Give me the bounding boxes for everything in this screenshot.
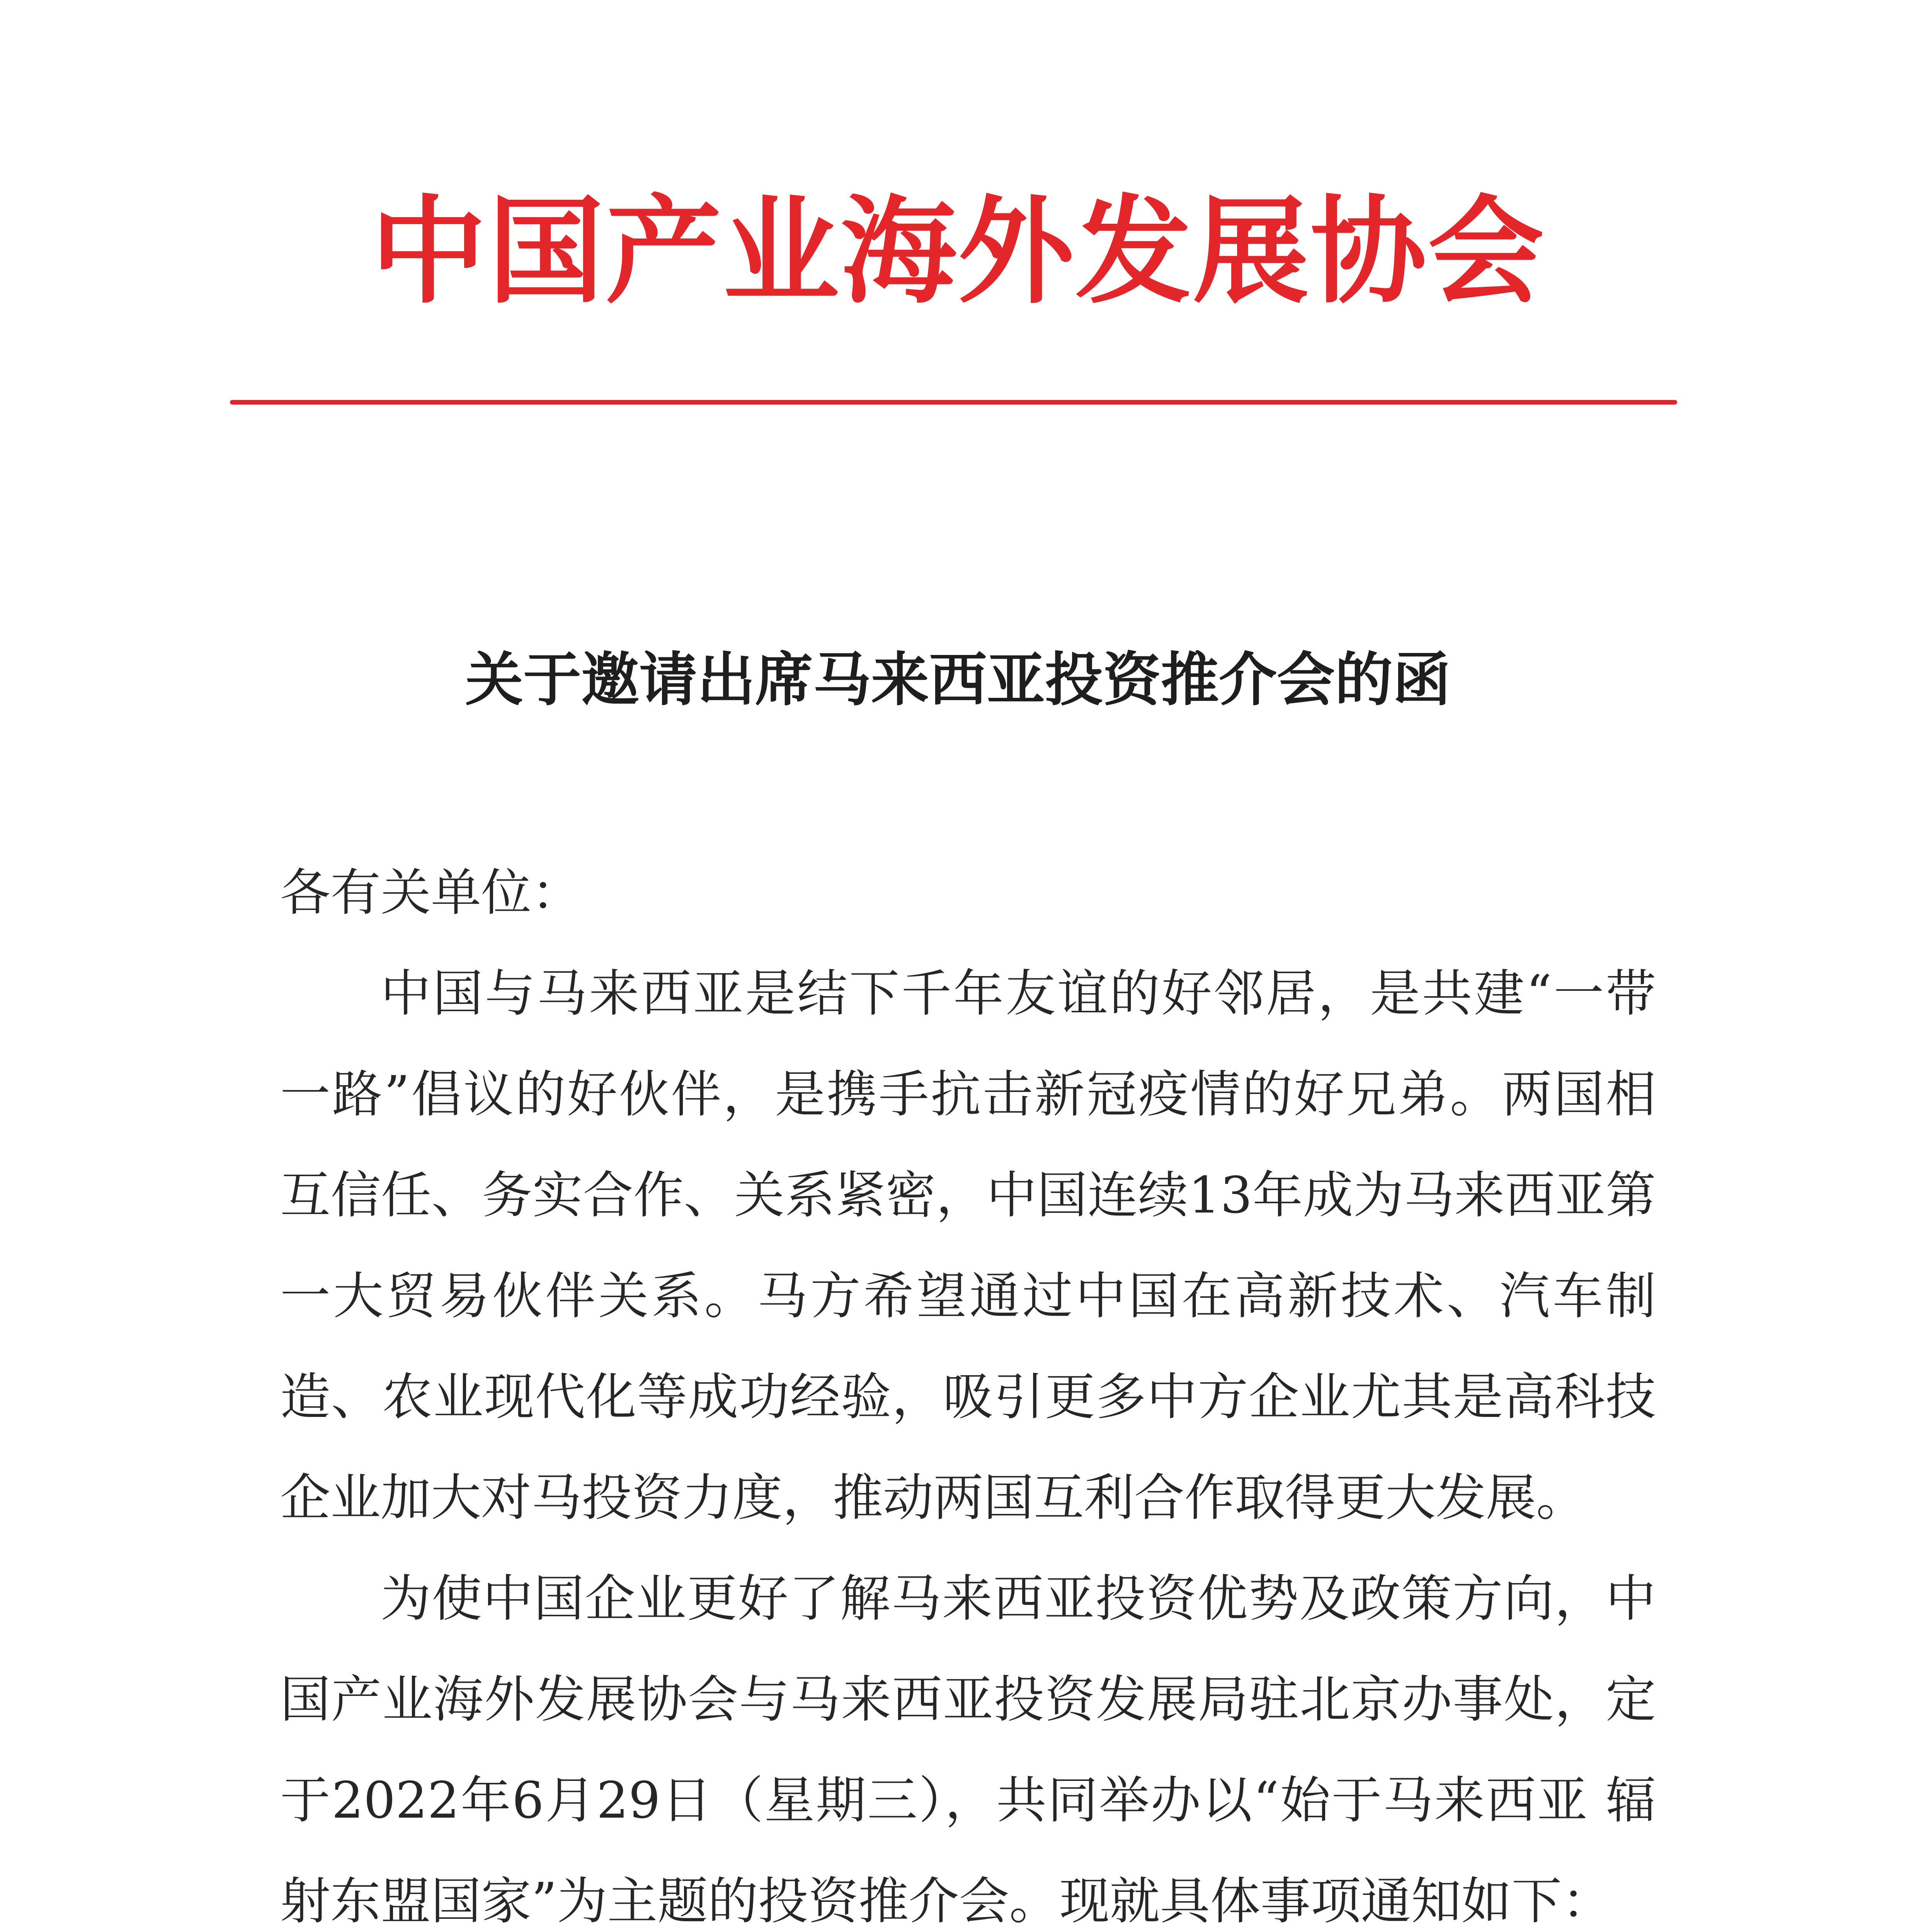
document-body [280, 842, 1656, 1932]
paragraph-event: 为使中国企业更好了解马来西亚投资优势及政策方向，中国产业海外发展协会与马来西亚投资发展局驻北京办事处，定于2022年6月29日（星期三），共同举办以“始于马来西亚 辐射东盟国家”为主题的投资推介会。现就具体事项通知如下： [280, 1569, 1656, 1930]
paragraph-intro: 中国与马来西亚是结下千年友谊的好邻居，是共建“一带一路”倡议的好伙伴，是携手抗击新冠疫情的好兄弟。两国相互信任、务实合作、关系紧密，中国连续13年成为马来西亚第一大贸易伙伴关系。马方希望通过中国在高新技术、汽车制造、农业现代化等成功经验，吸引更多中方企业尤其是高科技企业加大对马投资力度，推动两国互利合作取得更大发展。 [280, 964, 1656, 1527]
salutation: 各有关单位： [280, 863, 582, 922]
letterhead-organization: 中国产业海外发展协会 [371, 183, 1545, 319]
letterhead-divider-top [230, 400, 1677, 405]
document-title: 关于邀请出席马来西亚投资推介会的函 [465, 646, 1451, 714]
